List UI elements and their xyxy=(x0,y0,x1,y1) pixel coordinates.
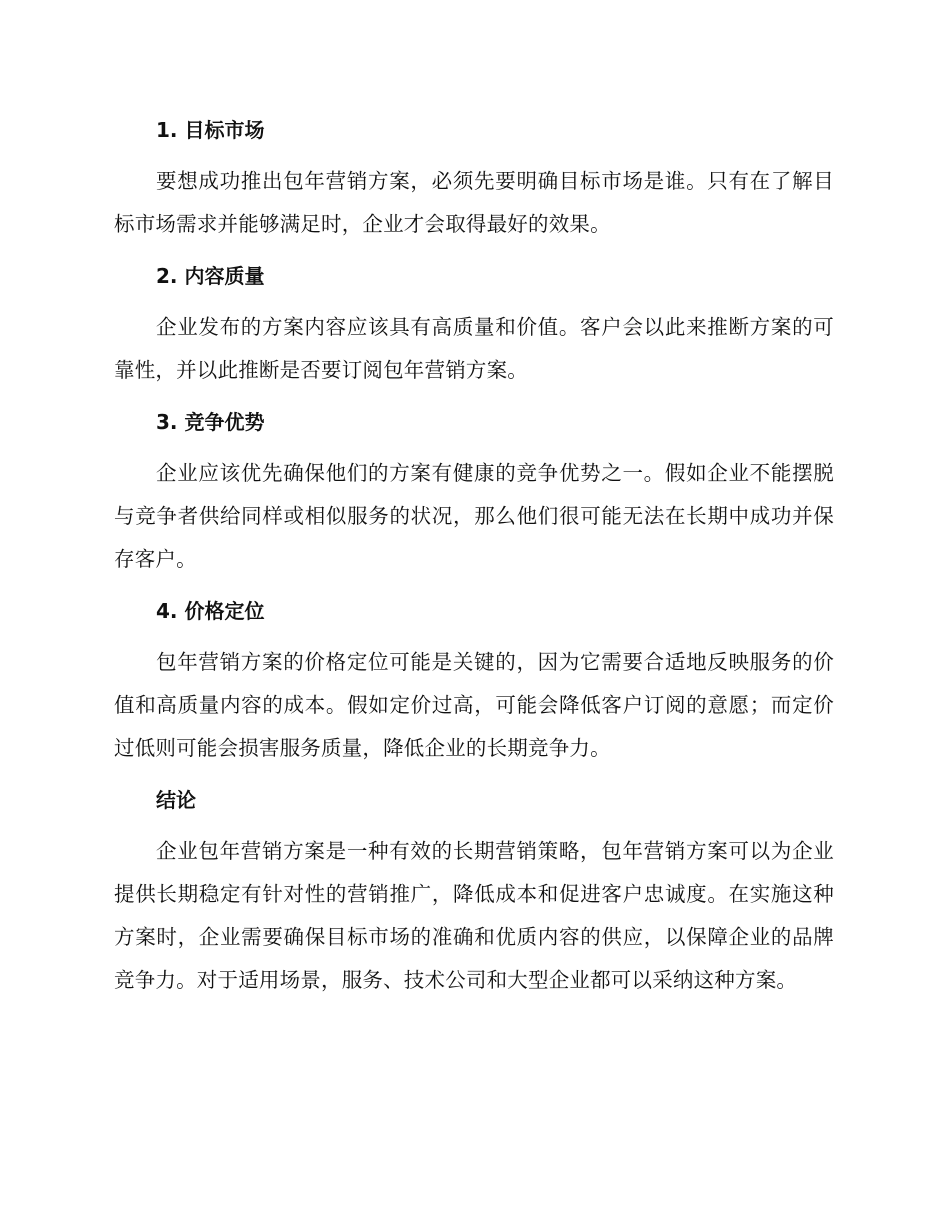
section-heading-content-quality: 2. 内容质量 xyxy=(156,264,265,288)
section-body-conclusion: 企业包年营销方案是一种有效的长期营销策略，包年营销方案可以为企业提供长期稳定有针对性的营销推广，降低成本和促进客户忠诚度。在实施这种方案时，企业需要确保目标市场的准确和优质内容的供应，以保障企业的品牌竞争力。对于适用场景，服务、技术公司和大型企业都可以采纳这种方案。 xyxy=(114,839,834,992)
section-body-competitive-advantage: 企业应该优先确保他们的方案有健康的竞争优势之一。假如企业不能摆脱与竞争者供给同样或相似服务的状况，那么他们很可能无法在长期中成功并保存客户。 xyxy=(114,461,834,571)
section-body-content-quality: 企业发布的方案内容应该具有高质量和价值。客户会以此来推断方案的可靠性，并以此推断是否要订阅包年营销方案。 xyxy=(114,315,834,382)
section-heading-price-positioning: 4. 价格定位 xyxy=(156,599,265,623)
section-heading-conclusion: 结论 xyxy=(156,788,196,812)
section-body-target-market: 要想成功推出包年营销方案，必须先要明确目标市场是谁。只有在了解目标市场需求并能够满足时，企业才会取得最好的效果。 xyxy=(114,169,834,236)
document-page xyxy=(114,108,834,1010)
section-heading-target-market: 1. 目标市场 xyxy=(156,118,265,142)
section-body-price-positioning: 包年营销方案的价格定位可能是关键的，因为它需要合适地反映服务的价值和高质量内容的成本。假如定价过高，可能会降低客户订阅的意愿；而定价过低则可能会损害服务质量，降低企业的长期竞争力。 xyxy=(114,650,834,760)
section-heading-competitive-advantage: 3. 竞争优势 xyxy=(156,410,265,434)
